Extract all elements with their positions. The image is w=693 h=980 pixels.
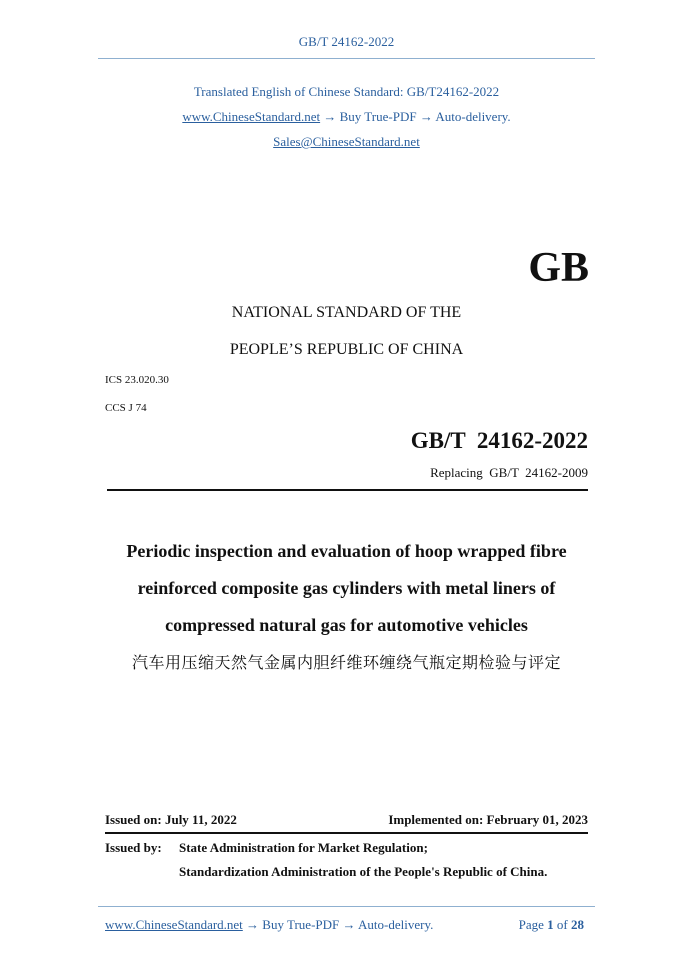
footer-rule (98, 906, 595, 907)
page-label: Page (518, 917, 544, 932)
running-header (0, 34, 693, 50)
promo-delivery-text: Auto-delivery. (435, 109, 511, 124)
header-rule (98, 58, 595, 59)
national-standard-line2: PEOPLE’S REPUBLIC OF CHINA (229, 341, 464, 358)
footer-delivery-text: Auto-delivery. (358, 917, 434, 932)
issued-date: Issued on: July 11, 2022 (105, 812, 237, 827)
arrow-icon: → (323, 109, 337, 124)
promo-site-link[interactable]: www.ChineseStandard.net (182, 109, 321, 124)
issuer-line2: Standardization Administration of the People's Republic of China. (179, 864, 548, 879)
of-label: of (556, 917, 568, 932)
implemented-date: Implemented on: February 01, 2023 (388, 812, 588, 827)
footer-site-link[interactable]: www.ChineseStandard.net (105, 917, 243, 932)
promo-translated-line: Translated English of Chinese Standard: GB/T24162-2022 (193, 84, 500, 99)
arrow-icon: → (246, 917, 260, 932)
standard-number: GB/T 24162-2022 (410, 428, 588, 453)
title-line1: Periodic inspection and evaluation of hoop wrapped fibre (126, 541, 567, 561)
title-line2: reinforced composite gas cylinders with metal liners of (137, 578, 556, 598)
gb-logo: GB (528, 245, 589, 291)
page-total: 28 (571, 917, 584, 932)
promo-buy-line (0, 109, 693, 125)
promo-buy-text: Buy True-PDF (339, 109, 417, 124)
header-standard-code: GB/T 24162-2022 (298, 34, 395, 49)
arrow-icon: → (419, 109, 433, 124)
national-standard-line1: NATIONAL STANDARD OF THE (231, 304, 462, 321)
footer-buy-line (105, 917, 433, 933)
issuer-line1: State Administration for Market Regulation; (179, 840, 428, 855)
ccs-code: CCS J 74 (105, 402, 147, 414)
page-number: 1 (547, 917, 554, 932)
page-indicator (519, 917, 584, 933)
issued-by-label: Issued by: (105, 840, 162, 855)
title-chinese: 汽车用压缩天然气金属内胆纤维环缠绕气瓶定期检验与评定 (131, 653, 561, 672)
standard-rule (107, 489, 588, 491)
promo-email-line (0, 134, 693, 150)
replacing-standard: Replacing GB/T 24162-2009 (430, 465, 588, 480)
dates-rule (105, 832, 588, 834)
title-line3: compressed natural gas for automotive vehicles (165, 615, 528, 635)
ics-code: ICS 23.020.30 (105, 374, 169, 386)
footer-buy-text: Buy True-PDF (262, 917, 340, 932)
promo-email-link[interactable]: Sales@ChineseStandard.net (273, 134, 420, 149)
arrow-icon: → (342, 917, 356, 932)
